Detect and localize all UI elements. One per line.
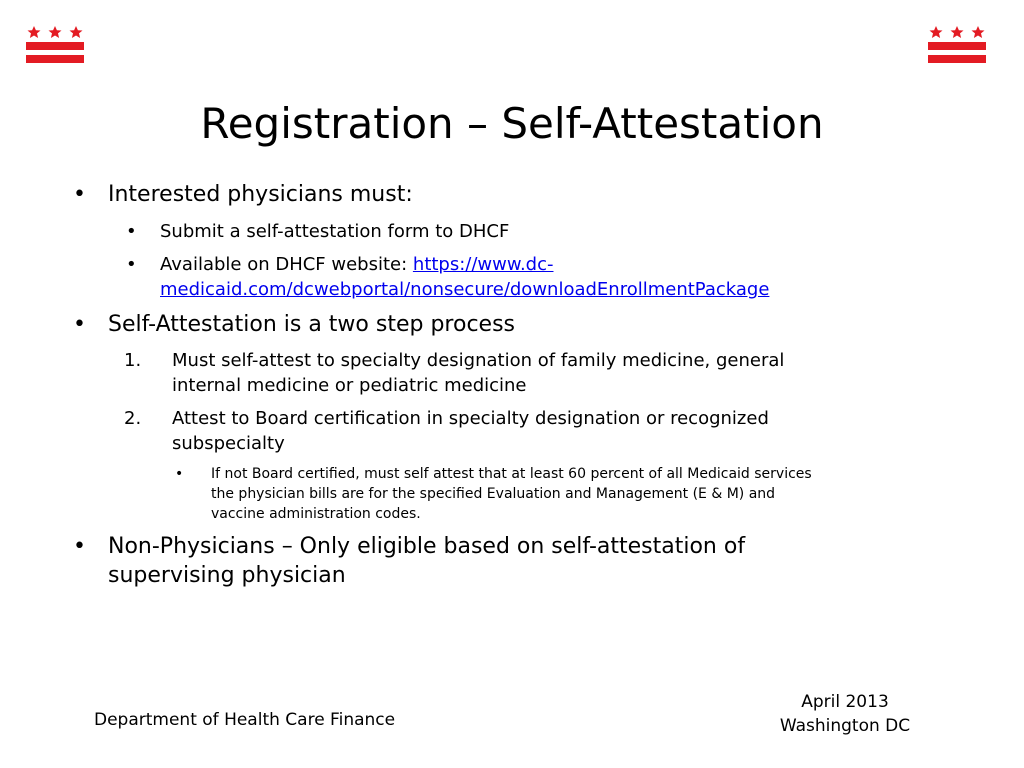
flag-bar bbox=[26, 55, 84, 63]
bullet-non-physicians-line2: supervising physician bbox=[108, 563, 346, 588]
stars-icon bbox=[26, 26, 84, 38]
sub-bullet-marker: • bbox=[126, 221, 137, 242]
step-1-line2: internal medicine or pediatric medicine bbox=[172, 375, 527, 396]
step-2-line2: subspecialty bbox=[172, 433, 285, 454]
sub-bullet-submit-form: Submit a self-attestation form to DHCF bbox=[160, 221, 510, 242]
available-label: Available on DHCF website: bbox=[160, 254, 413, 275]
slide-title: Registration – Self-Attestation bbox=[200, 99, 824, 148]
sub-bullet-available-text bbox=[160, 254, 553, 275]
bullet-non-physicians-line1: Non-Physicians – Only eligible based on self-attestation of bbox=[108, 534, 746, 559]
bullet-marker: • bbox=[73, 182, 86, 207]
footer-location: Washington DC bbox=[779, 716, 911, 736]
dc-flag-right-icon bbox=[928, 26, 986, 64]
flag-bar bbox=[26, 42, 84, 50]
enrollment-package-link-continued[interactable]: medicaid.com/dcwebportal/nonsecure/downloadEnrollmentPackage bbox=[160, 279, 770, 300]
dc-flag-left-icon bbox=[26, 26, 84, 64]
flag-bar bbox=[928, 55, 986, 63]
board-cert-note-line3: vaccine administration codes. bbox=[211, 506, 421, 522]
enrollment-package-link[interactable]: https://www.dc- bbox=[412, 254, 554, 275]
numbered-marker: 1. bbox=[124, 350, 142, 371]
bullet-two-step-process: Self-Attestation is a two step process bbox=[108, 312, 515, 337]
board-cert-note-line1: If not Board certified, must self attest that at least 60 percent of all Medicaid services bbox=[211, 466, 812, 482]
footer-department: Department of Health Care Finance bbox=[94, 710, 396, 730]
footer-date: April 2013 bbox=[801, 692, 889, 712]
footer-date-location bbox=[760, 690, 930, 738]
flag-bar bbox=[928, 42, 986, 50]
step-1-line1: Must self-attest to specialty designation of family medicine, general bbox=[172, 350, 785, 371]
numbered-marker: 2. bbox=[124, 408, 142, 429]
sub-bullet-marker: • bbox=[126, 254, 137, 275]
bullet-marker: • bbox=[73, 534, 86, 559]
step-2-line1: Attest to Board certification in specialty designation or recognized bbox=[172, 408, 769, 429]
bullet-interested-physicians: Interested physicians must: bbox=[108, 182, 413, 207]
board-cert-note-line2: the physician bills are for the specified Evaluation and Management (E & M) and bbox=[211, 486, 776, 502]
stars-icon bbox=[928, 26, 986, 38]
bullet-marker: • bbox=[73, 312, 86, 337]
sub-sub-bullet-marker: • bbox=[175, 466, 184, 482]
